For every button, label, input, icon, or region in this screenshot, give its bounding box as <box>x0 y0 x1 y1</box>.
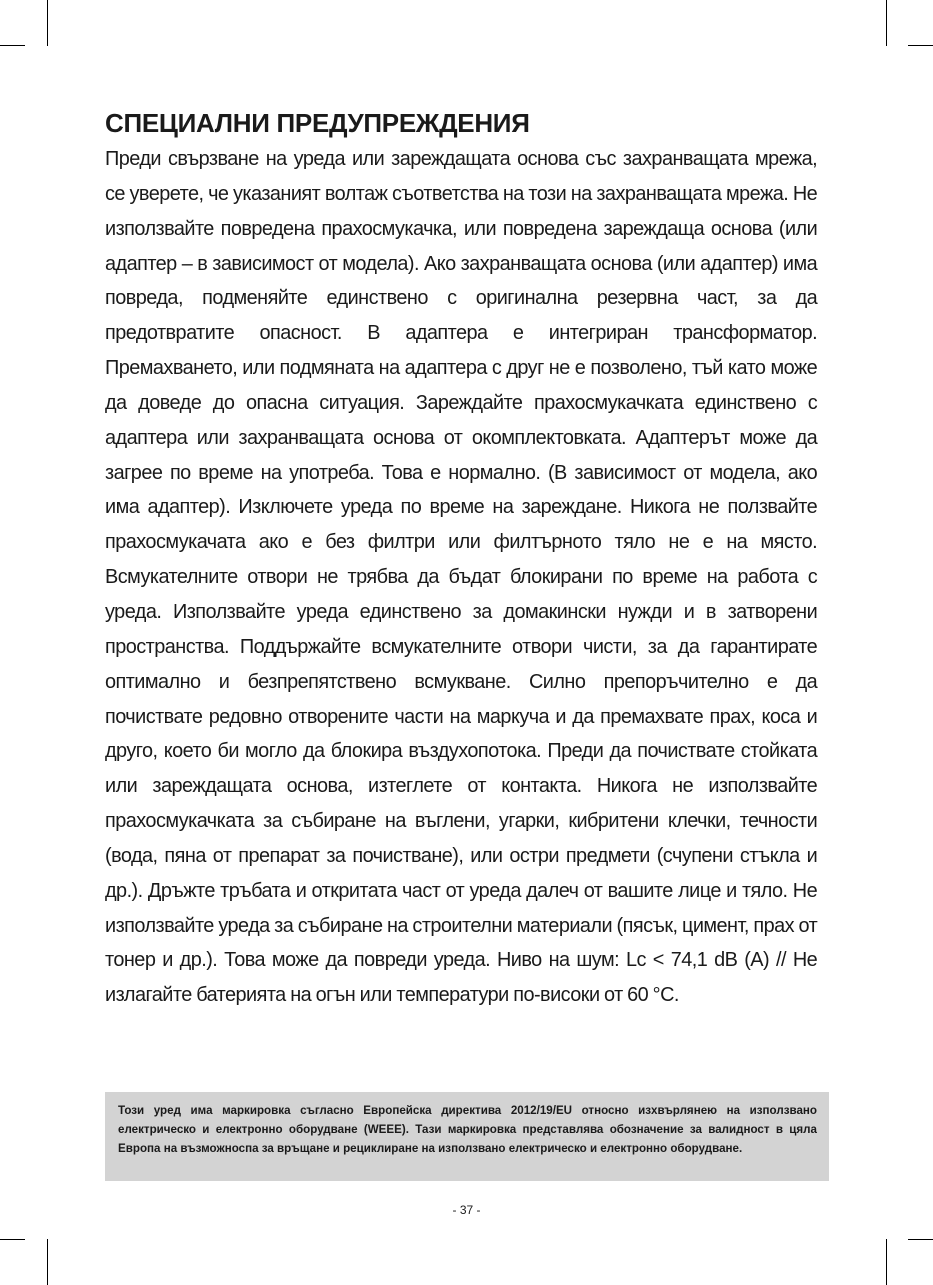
weee-notice-box <box>105 1092 829 1181</box>
warnings-paragraph: Преди свързване на уреда или зареждащата основа със захранващата мрежа, се уверете, че указаният волтаж съответства на този на захранващата мрежа. Не използвайте повредена прахосмукачка, или повредена зареждаща основа (или адаптер – в зависимост от модела). Ако захранващата основа (или адаптер) има повреда, подменяйте единствено с оригинална резервна част, за да предотвратите опасност. В адаптера е интегриран трансформатор. Премахването, или подмяната на адаптера с друг не е позволено, тъй като може да доведе до опасна ситуация. Зареждайте прахосмукачката единствено с адаптера или захранващата основа от окомплектовката. Адаптерът може да загрее по време на употреба. Това е нормално. (В зависимост от модела, ако има адаптер). Изключете уреда по време на зареждане. Никога не ползвайте прахосмукачата ако е без филтри или филтърното тяло не е на място. Всмукателните отвори не трябва да бъдат блокирани по време на работа с уреда. Използвайте уреда единствено за домакински нужди и в затворени пространства. Поддържайте всмукателните отвори чисти, за да гарантирате оптимално и безпрепятствено всмукване. Силно препоръчително е да почиствате редовно отворените части на маркуча и да премахвате прах, коса и друго, което би могло да блокира въздухопотока. Преди да почиствате стойката или зареждащата основа, изтеглете от контакта. Никога не използвайте прахосмукачката за събиране на въглени, угарки, кибритени клечки, течности (вода, пяна от препарат за почистване), или остри предмети (счупени стъкла и др.). Дръжте тръбата и откритата част от уреда далеч от вашите лице и тяло. Не използвайте уреда за събиране на строителни материали (пясък, цимент, прах от тонер и др.). Това може да повреди уреда. Ниво на шум: Lc < 74,1 dB (A) // Не излагайте батерията на огън или температури по-високи от 60 °C. <box>105 148 818 1007</box>
crop-mark-bottom-left-horizontal <box>0 1239 25 1240</box>
crop-mark-bottom-left-vertical <box>47 1239 48 1285</box>
crop-mark-top-right-vertical <box>886 0 887 46</box>
section-title: СПЕЦИАЛНИ ПРЕДУПРЕЖДЕНИЯ <box>105 108 530 138</box>
crop-mark-top-left-horizontal <box>0 45 25 46</box>
crop-mark-bottom-right-vertical <box>886 1239 887 1285</box>
weee-notice-text: Този уред има маркировка съгласно Европейска директива 2012/19/EU относно изхвърлянею на използвано електрическо и електронно оборудване (WEEE). Тази маркировка представлява обозначение за валидност в цяла Европа на възможноспа за връщане и рециклиране на използвано електрическо и електронно оборудване. <box>118 1104 817 1155</box>
crop-mark-top-left-vertical <box>47 0 48 46</box>
crop-mark-bottom-right-horizontal <box>908 1239 933 1240</box>
page-number: - 37 - <box>452 1203 481 1217</box>
crop-mark-top-right-horizontal <box>908 45 933 46</box>
